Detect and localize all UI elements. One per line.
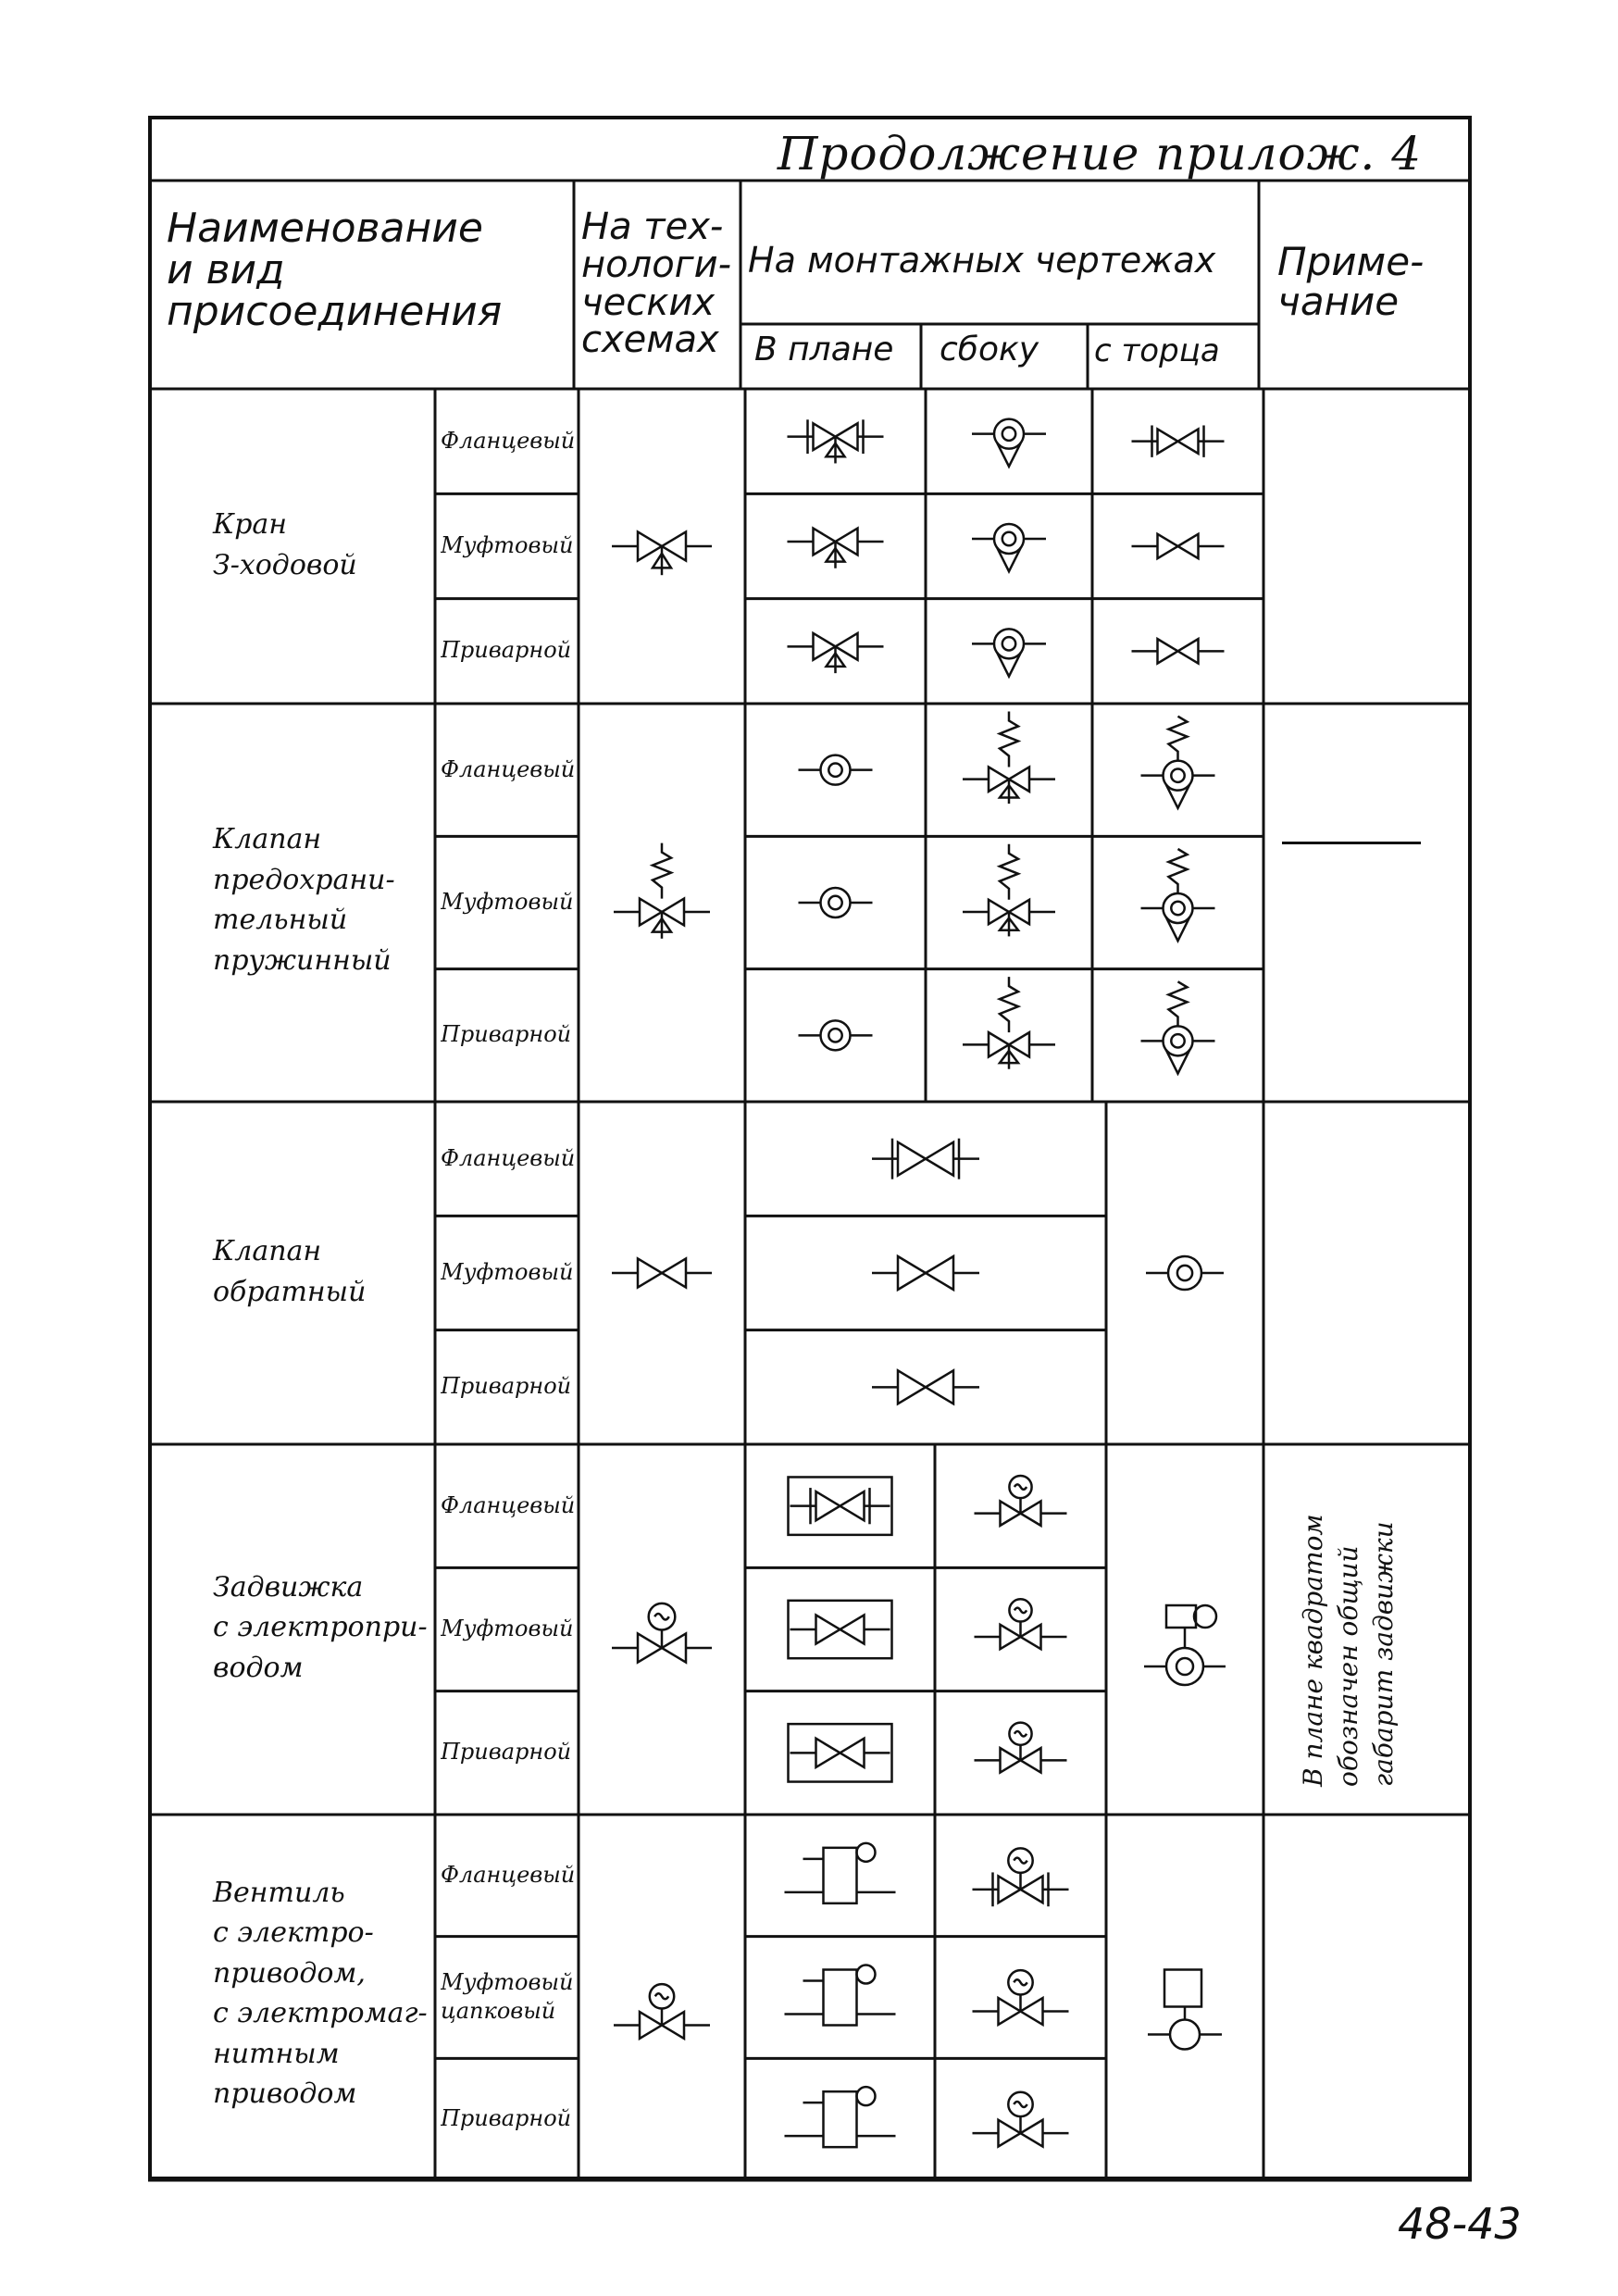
end-symbol bbox=[1141, 717, 1215, 808]
end-symbol bbox=[1132, 534, 1225, 558]
side-symbol bbox=[975, 1599, 1067, 1649]
side-symbol bbox=[973, 1848, 1069, 1906]
connection-type: Приварной bbox=[441, 2105, 572, 2132]
tech-symbol bbox=[614, 1984, 710, 2039]
connection-type: Фланцевый bbox=[441, 1861, 575, 1888]
header-side: сбоку bbox=[940, 331, 1039, 368]
end-symbol bbox=[1141, 849, 1215, 941]
header-plan: В плане bbox=[754, 331, 894, 368]
side-symbol bbox=[972, 419, 1046, 467]
plan-side-symbol bbox=[872, 1256, 979, 1290]
group-name: Кран З-ходовой bbox=[213, 508, 357, 581]
connection-type: Приварной bbox=[441, 1373, 572, 1400]
connection-type: Фланцевый bbox=[441, 1144, 575, 1171]
end-symbol bbox=[1148, 1970, 1222, 2050]
connection-type: Фланцевый bbox=[441, 1491, 575, 1518]
group-name: Клапан обратный bbox=[213, 1235, 367, 1308]
connection-type: Приварной bbox=[441, 1021, 572, 1048]
header-tech-column: На тех- нологи- ческих схемах bbox=[581, 206, 732, 362]
side-symbol bbox=[975, 1476, 1067, 1526]
connection-type: Муфтовый bbox=[441, 889, 574, 915]
header-end: с торца bbox=[1094, 332, 1220, 369]
side-symbol bbox=[972, 524, 1046, 571]
group-name: Вентиль с электро- приводом, с электромаг- нитным приводом bbox=[213, 1876, 428, 2110]
plan-symbol bbox=[789, 1601, 892, 1658]
plan-symbol bbox=[785, 2087, 896, 2147]
page-number: 48-43 bbox=[1398, 2199, 1522, 2249]
side-symbol bbox=[975, 1723, 1067, 1773]
connection-type: Фланцевый bbox=[441, 755, 575, 782]
plan-symbol bbox=[788, 633, 884, 673]
group-name: Клапан предохрани- тельный пружинный bbox=[213, 823, 395, 977]
plan-symbol bbox=[785, 1843, 896, 1903]
page-caption: Продолжение прилож. 4 bbox=[777, 127, 1422, 181]
side-symbol bbox=[963, 844, 1055, 937]
plan-symbol bbox=[789, 1477, 892, 1534]
plan-symbol bbox=[799, 888, 873, 917]
end-symbol bbox=[1141, 981, 1215, 1073]
end-symbol bbox=[1132, 639, 1225, 663]
header-mount-column: На монтажных чертежах bbox=[748, 240, 1216, 281]
plan-side-symbol bbox=[872, 1370, 979, 1404]
tech-symbol bbox=[612, 1258, 712, 1287]
plan-symbol bbox=[789, 1724, 892, 1781]
connection-type: Приварной bbox=[441, 1739, 572, 1766]
plan-symbol bbox=[788, 529, 884, 568]
connection-type: Приварной bbox=[441, 637, 572, 664]
end-symbol bbox=[1146, 1256, 1224, 1290]
side-symbol bbox=[963, 711, 1055, 804]
end-symbol bbox=[1144, 1605, 1226, 1685]
tech-symbol bbox=[612, 531, 712, 575]
side-symbol bbox=[973, 2092, 1069, 2147]
side-symbol bbox=[973, 1970, 1069, 2025]
group-note: В плане квадратом обозначен общий габарит задвижки bbox=[1298, 1514, 1399, 1787]
plan-symbol bbox=[788, 419, 884, 463]
side-symbol bbox=[972, 629, 1046, 676]
plan-side-symbol bbox=[872, 1139, 979, 1179]
plan-symbol bbox=[785, 1965, 896, 2026]
connection-type: Муфтовый bbox=[441, 1259, 574, 1285]
plan-symbol bbox=[799, 755, 873, 785]
end-symbol bbox=[1132, 425, 1225, 456]
connection-type: Муфтовый bbox=[441, 532, 574, 558]
group-name: Задвижка с электропри- водом bbox=[213, 1570, 428, 1684]
side-symbol bbox=[963, 977, 1055, 1069]
connection-type: Фланцевый bbox=[441, 427, 575, 454]
connection-type: Муфтовый bbox=[441, 1616, 574, 1641]
tech-symbol bbox=[612, 1603, 712, 1663]
header-note-column: Приме- чание bbox=[1277, 239, 1425, 324]
tech-symbol bbox=[614, 843, 710, 939]
plan-symbol bbox=[799, 1020, 873, 1050]
connection-type: Муфтовый цапковый bbox=[441, 1968, 574, 2024]
header-name-column: Наименование и вид присоединения bbox=[167, 205, 503, 335]
